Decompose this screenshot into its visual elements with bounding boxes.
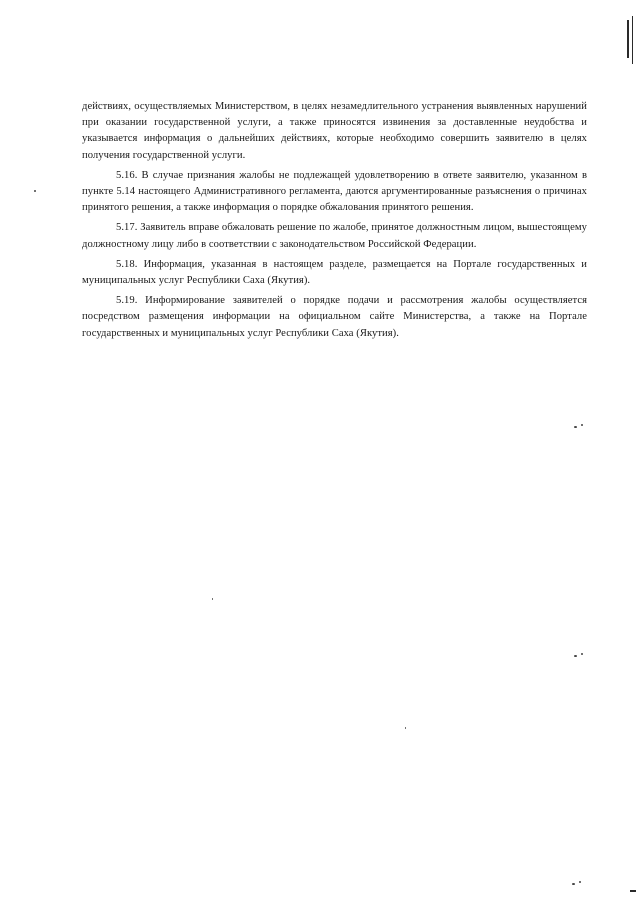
paragraph-5-18: 5.18. Информация, указанная в настоящем разделе, размещается на Портале государственных и муниципальных услуг Республики Саха (Якутия).	[82, 258, 587, 287]
scan-speck	[572, 883, 575, 885]
scan-speck	[574, 426, 577, 428]
scan-edge-mark	[632, 16, 633, 64]
scan-speck	[579, 881, 581, 883]
scan-speck	[581, 424, 583, 426]
scan-speck	[581, 653, 583, 655]
paragraph-5-17: 5.17. Заявитель вправе обжаловать решение по жалобе, принятое должностным лицом, вышестоящему должностному лицу либо в соответствии с законодательством Российской Федерации.	[82, 222, 587, 250]
scan-edge-mark	[627, 20, 629, 58]
scan-speck	[212, 598, 213, 600]
paragraph-5-19: 5.19. Информирование заявителей о порядке подачи и рассмотрения жалобы осуществляется посредством размещения информации на официальном сайте Министерства, а также на Портале государственных и муниципальных услуг Республики Саха (Якутия).	[82, 295, 587, 339]
scan-speck	[574, 655, 577, 657]
scan-edge-mark	[630, 890, 636, 892]
paragraph-continuation: действиях, осуществляемых Министерством, в целях незамедлительного устранения выявленных нарушений при оказании государственной услуги, а также приносятся извинения за доставленные неудобства и указывается информация о дальнейших действиях, которые необходимо совершить заявителю в целях получения государственной услуги.	[82, 101, 587, 161]
scan-speck	[34, 190, 36, 192]
scan-speck	[405, 727, 406, 729]
paragraph-5-16: 5.16. В случае признания жалобы не подлежащей удовлетворению в ответе заявителю, указанном в пункте 5.14 настоящего Административного регламента, даются аргументированные разъяснения о причинах принятого решения, а также информация о порядке обжалования принятого решения.	[82, 169, 587, 214]
document-body	[82, 99, 587, 346]
